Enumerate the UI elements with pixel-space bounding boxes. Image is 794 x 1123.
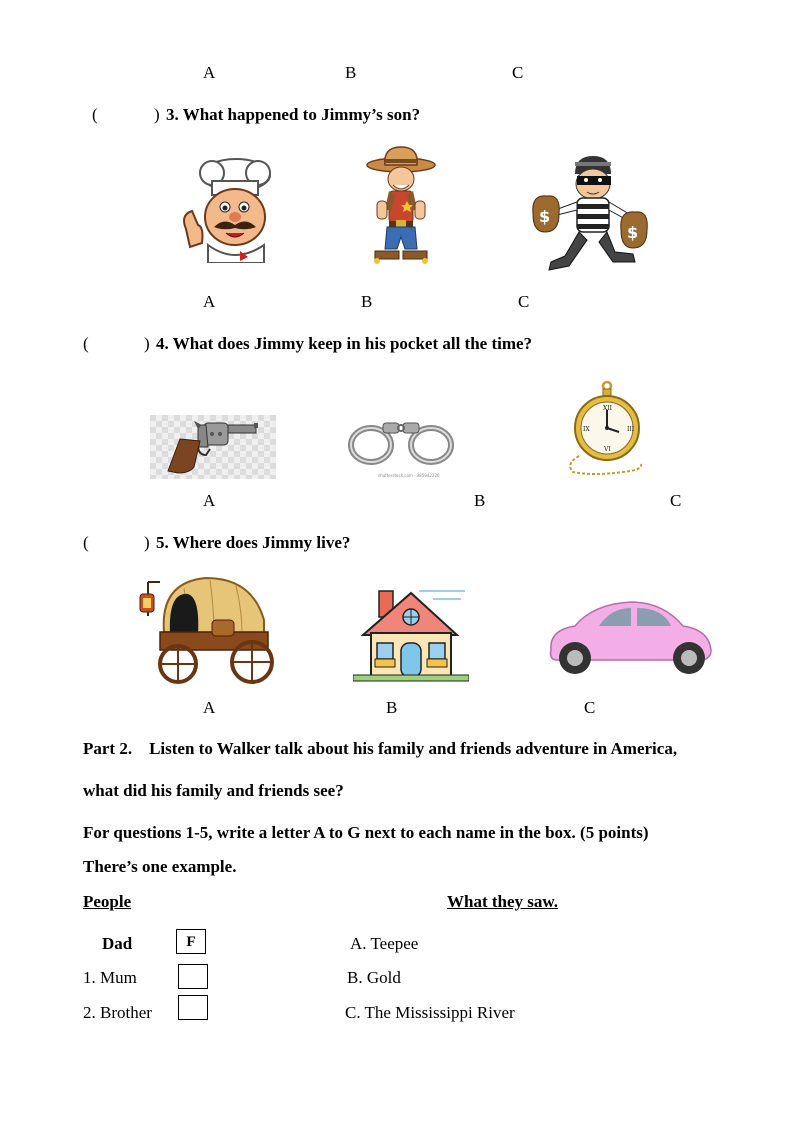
answer-paren-close: ) <box>144 533 150 552</box>
option-label-a: A <box>203 698 216 717</box>
pocket-watch-image <box>563 380 655 476</box>
answer-paren-open: ( <box>83 533 89 552</box>
answer-paren-close: ) <box>144 334 150 353</box>
answer-paren-close: ) <box>154 105 160 124</box>
option-label-c: C <box>584 698 596 717</box>
chef-image <box>178 155 282 263</box>
person-dad: Dad <box>102 934 133 953</box>
part2-instruction-line4: There’s one example. <box>83 857 237 876</box>
option-label-c: C <box>518 292 530 311</box>
option-label-a: A <box>203 63 216 82</box>
pink-car-image <box>545 598 715 678</box>
question-3: 3. What happened to Jimmy’s son? <box>166 105 421 124</box>
question-5: 5. Where does Jimmy live? <box>156 533 351 552</box>
option-label-a: A <box>203 491 216 510</box>
person-brother: 2. Brother <box>83 1003 152 1022</box>
part2-instruction-line1: Part 2. Listen to Walker talk about his family and friends adventure in America, <box>83 739 678 758</box>
svg-text:$: $ <box>539 207 551 226</box>
robber-image <box>525 152 655 277</box>
option-gold: B. Gold <box>347 968 401 987</box>
question-4: 4. What does Jimmy keep in his pocket all the time? <box>156 334 533 353</box>
option-label-a: A <box>203 292 216 311</box>
image-caption: shutterstock.com · 385942226 <box>378 473 440 478</box>
option-label-b: B <box>361 292 373 311</box>
answer-box-dad: F <box>176 929 206 954</box>
svg-text:$: $ <box>627 223 639 242</box>
svg-text:IX: IX <box>583 426 590 433</box>
svg-text:VI: VI <box>604 446 611 453</box>
option-label-b: B <box>474 491 486 510</box>
part2-instruction-line2: what did his family and friends see? <box>83 781 344 800</box>
option-label-c: C <box>670 491 682 510</box>
option-label-b: B <box>386 698 398 717</box>
revolver-image <box>150 415 276 479</box>
cowboy-image <box>365 143 437 268</box>
answer-paren-open: ( <box>92 105 98 124</box>
what-they-saw-heading: What they saw. <box>447 892 558 911</box>
part2-instruction-line3: For questions 1-5, write a letter A to G next to each name in the box. (5 points) <box>83 823 649 842</box>
answer-box-mum[interactable] <box>178 964 208 989</box>
option-teepee: A. Teepee <box>350 934 419 953</box>
house-image <box>353 585 469 685</box>
handcuffs-image <box>345 413 457 469</box>
answer-box-brother[interactable] <box>178 995 208 1020</box>
option-label-b: B <box>345 63 357 82</box>
answer-paren-open: ( <box>83 334 89 353</box>
covered-wagon-image <box>134 572 274 686</box>
svg-text:XII: XII <box>603 405 613 412</box>
person-mum: 1. Mum <box>83 968 137 987</box>
svg-text:III: III <box>627 426 635 433</box>
people-heading: People <box>83 892 132 911</box>
option-label-c: C <box>512 63 524 82</box>
option-mississippi-river: C. The Mississippi River <box>345 1003 515 1022</box>
